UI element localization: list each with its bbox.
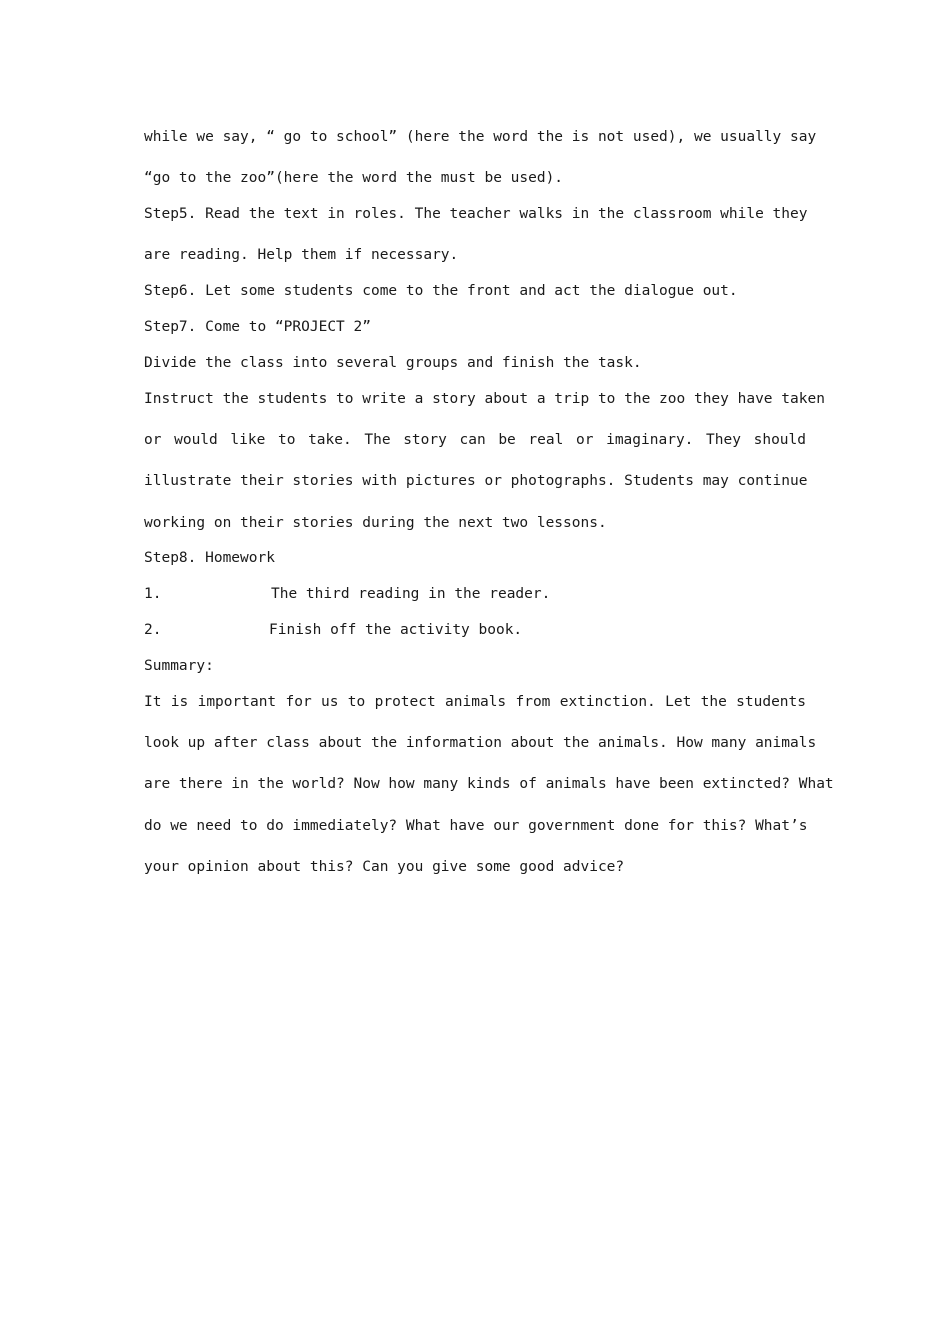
summary-line-1: It is important for us to protect animals from extinction. Let the students <box>144 694 806 710</box>
document-page <box>144 0 834 1344</box>
summary-line-3: are there in the world? Now how many kinds of animals have been extincted? What <box>144 776 834 792</box>
step6-paragraph: Step6. Let some students come to the front and act the dialogue out. <box>144 283 738 299</box>
homework-item-1 <box>144 584 806 604</box>
step5-line-2: are reading. Help them if necessary. <box>144 247 459 263</box>
summary-line-4: do we need to do immediately? What have our government done for this? What’s <box>144 818 808 834</box>
step7-instruct-line-4: working on their stories during the next two lessons. <box>144 515 607 531</box>
homework-item-1-number: 1. <box>144 586 162 602</box>
summary-line-5: your opinion about this? Can you give some good advice? <box>144 859 625 875</box>
summary-heading: Summary: <box>144 658 214 674</box>
continuation-line-2: “go to the zoo”(here the word the must be used). <box>144 170 564 186</box>
homework-item-2-number: 2. <box>144 622 162 638</box>
step5-line-1: Step5. Read the text in roles. The teacher walks in the classroom while they <box>144 206 808 222</box>
homework-item-1-text: The third reading in the reader. <box>271 586 551 602</box>
homework-item-2-text: Finish off the activity book. <box>269 622 523 638</box>
step7-instruct-line-2: or would like to take. The story can be real or imaginary. They should <box>144 432 806 448</box>
step7-divide: Divide the class into several groups and finish the task. <box>144 355 642 371</box>
step8-heading: Step8. Homework <box>144 550 275 566</box>
summary-line-2: look up after class about the information about the animals. How many animals <box>144 735 817 751</box>
continuation-line-1: while we say, “ go to school” (here the word the is not used), we usually say <box>144 129 817 145</box>
step7-heading: Step7. Come to “PROJECT 2” <box>144 319 371 335</box>
homework-item-2 <box>144 620 806 640</box>
step7-instruct-line-3: illustrate their stories with pictures or photographs. Students may continue <box>144 473 808 489</box>
step7-instruct-line-1: Instruct the students to write a story about a trip to the zoo they have taken <box>144 391 825 407</box>
